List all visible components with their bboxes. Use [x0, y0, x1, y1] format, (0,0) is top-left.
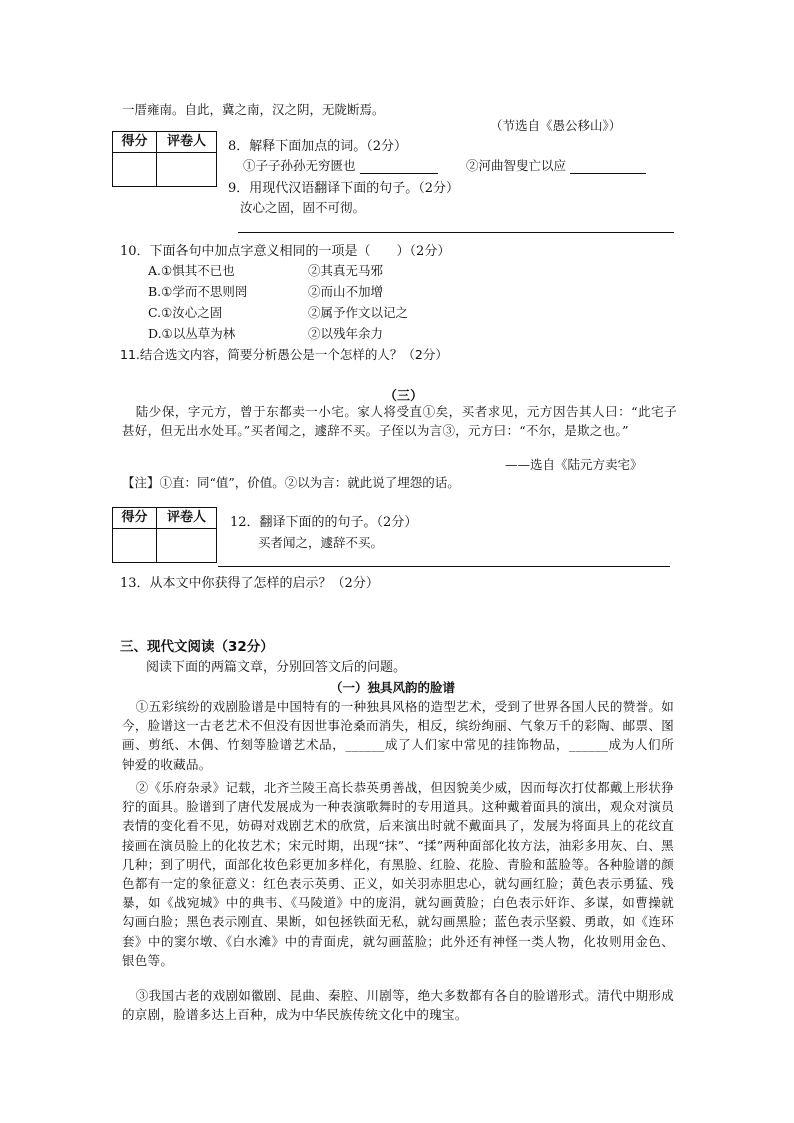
q10-option-c-2: ②属予作文以记之 [308, 305, 409, 320]
q10-option-b-1: B.①学而不思则罔 [148, 284, 248, 299]
q8-item2 [466, 156, 646, 174]
section3-intro: 阅读下面的两篇文章，分别回答文后的问题。 [146, 660, 407, 675]
q10-option-a-1: A.①惧其不已也 [148, 263, 235, 278]
score-label: 得分 [121, 510, 148, 525]
q8-item1-text: ①子子孙孙无穷匮也 [243, 158, 356, 173]
passage3-title: （三） [384, 389, 424, 404]
q10-option-c-1: C.①汝心之固 [148, 305, 223, 320]
q11-stem: 11.结合选文内容，简要分析愚公是一个怎样的人？（2分） [120, 347, 448, 362]
article-paragraph-2: ②《乐府杂录》记载，北齐兰陵王高长恭英勇善战，但因貌美少威，因而每次打仗都戴上形状狰狞的面具。脸谱到了唐代发展成为一种表演歌舞时的专用道具。这种戴着面具的演出，观众对演员表情的变化看不见，妨碍对戏剧艺术的欣赏，后来演出时就不戴面具了，发展为将面具上的花纹直接画在演员脸上的化妆艺术；宋元时期，出现“抹”、“揉”两种面部化妆方法，油彩多用灰、白、黑几种；到了明代，面部化妆色彩更加多样化，有黑脸、红脸、花脸、青脸和蓝脸等。各种脸谱的颜色都有一定的象征意义：红色表示英勇、正义，如关羽赤胆忠心，就勾画红脸；黄色表示勇猛、残暴，如《战宛城》中的典韦、《马陵道》中的庞涓，就勾画黄脸；白色表示奸诈、多谋，如曹操就勾画白脸；黑色表示刚直、果断，如包拯铁面无私，就勾画黑脸；蓝色表示坚毅、勇敢，如《连环套》中的窦尔墩、《白水滩》中的青面虎，就勾画蓝脸；此外还有神怪一类人物，化妆则用金色、银色等。 [122, 780, 674, 968]
q8-item1 [243, 156, 438, 174]
q10-option-d-1: D.①以丛草为林 [148, 326, 236, 341]
q8-stem: 8．解释下面加点的词。（2分） [228, 139, 408, 154]
score-box-1 [112, 131, 217, 187]
q10-option-d-2: ②以残年余力 [308, 326, 384, 341]
q12-answer-line[interactable] [218, 566, 670, 567]
q12-stem: 12．翻译下面的的句子。（2分） [230, 515, 418, 530]
score-label: 得分 [121, 134, 148, 149]
q9-sentence: 汝心之固，固不可彻。 [240, 200, 366, 215]
q12-sentence: 买者闻之，遽辞不买。 [258, 535, 384, 550]
passage3-text: 陆少保，字元方，曾于东都卖一小宅。家人将受直①矣，买者求见，元方因告其人曰：“此宅子甚好，但无出水处耳。”买者闻之，遽辞不买。子侄以为言③，元方曰：“不尔，是欺之也。” [122, 404, 677, 439]
q8-item2-text: ②河曲智叟亡以应 [466, 158, 567, 173]
q9-stem: 9．用现代汉语翻译下面的句子。（2分） [228, 181, 460, 196]
grader-label: 评卷人 [166, 510, 206, 525]
article-title: （一）独具风韵的脸谱 [330, 680, 456, 695]
passage3-note: 【注】①直：同“值”，价值。②以为言：就此说了埋怨的话。 [122, 475, 460, 490]
q10-option-a-2: ②其真无马邪 [308, 263, 384, 278]
grader-label: 评卷人 [166, 134, 206, 149]
q8-answer-line-2[interactable] [570, 173, 646, 174]
article-paragraph-1: ①五彩缤纷的戏剧脸谱是中国特有的一种独具风格的造型艺术，受到了世界各国人民的赞誉。如今，脸谱这一古老艺术不但没有因世事沧桑而消失，相反，缤纷绚丽、气象万千的彩陶、邮票、图画、剪纸、木偶、竹刻等脸谱艺术品，______成了人们家中常见的挂饰物品，______成为人们所钟爱的收藏品。 [122, 699, 674, 772]
q8-answer-line-1[interactable] [360, 173, 438, 174]
passage-source: （节选自《愚公移山》） [490, 118, 622, 133]
passage-end-line: 一厝雍南。自此，冀之南，汉之阴，无陇断焉。 [122, 102, 385, 117]
q10-stem: 10．下面各句中加点字意义相同的一项是（ ）（2分） [120, 244, 451, 259]
article-paragraph-3: ③我国古老的戏剧如徽剧、昆曲、秦腔、川剧等，绝大多数都有各自的脸谱形式。清代中期形成的京剧，脸谱多达上百种，成为中华民族传统文化中的瑰宝。 [122, 988, 674, 1023]
q9-answer-line[interactable] [238, 232, 674, 233]
q10-option-b-2: ②而山不加增 [308, 284, 384, 299]
score-box-2 [112, 507, 217, 563]
section3-heading: 三、现代文阅读（32分） [120, 639, 274, 655]
q13-stem: 13．从本文中你获得了怎样的启示？（2分） [120, 576, 379, 591]
passage3-source: ——选自《陆元方卖宅》 [505, 457, 643, 472]
